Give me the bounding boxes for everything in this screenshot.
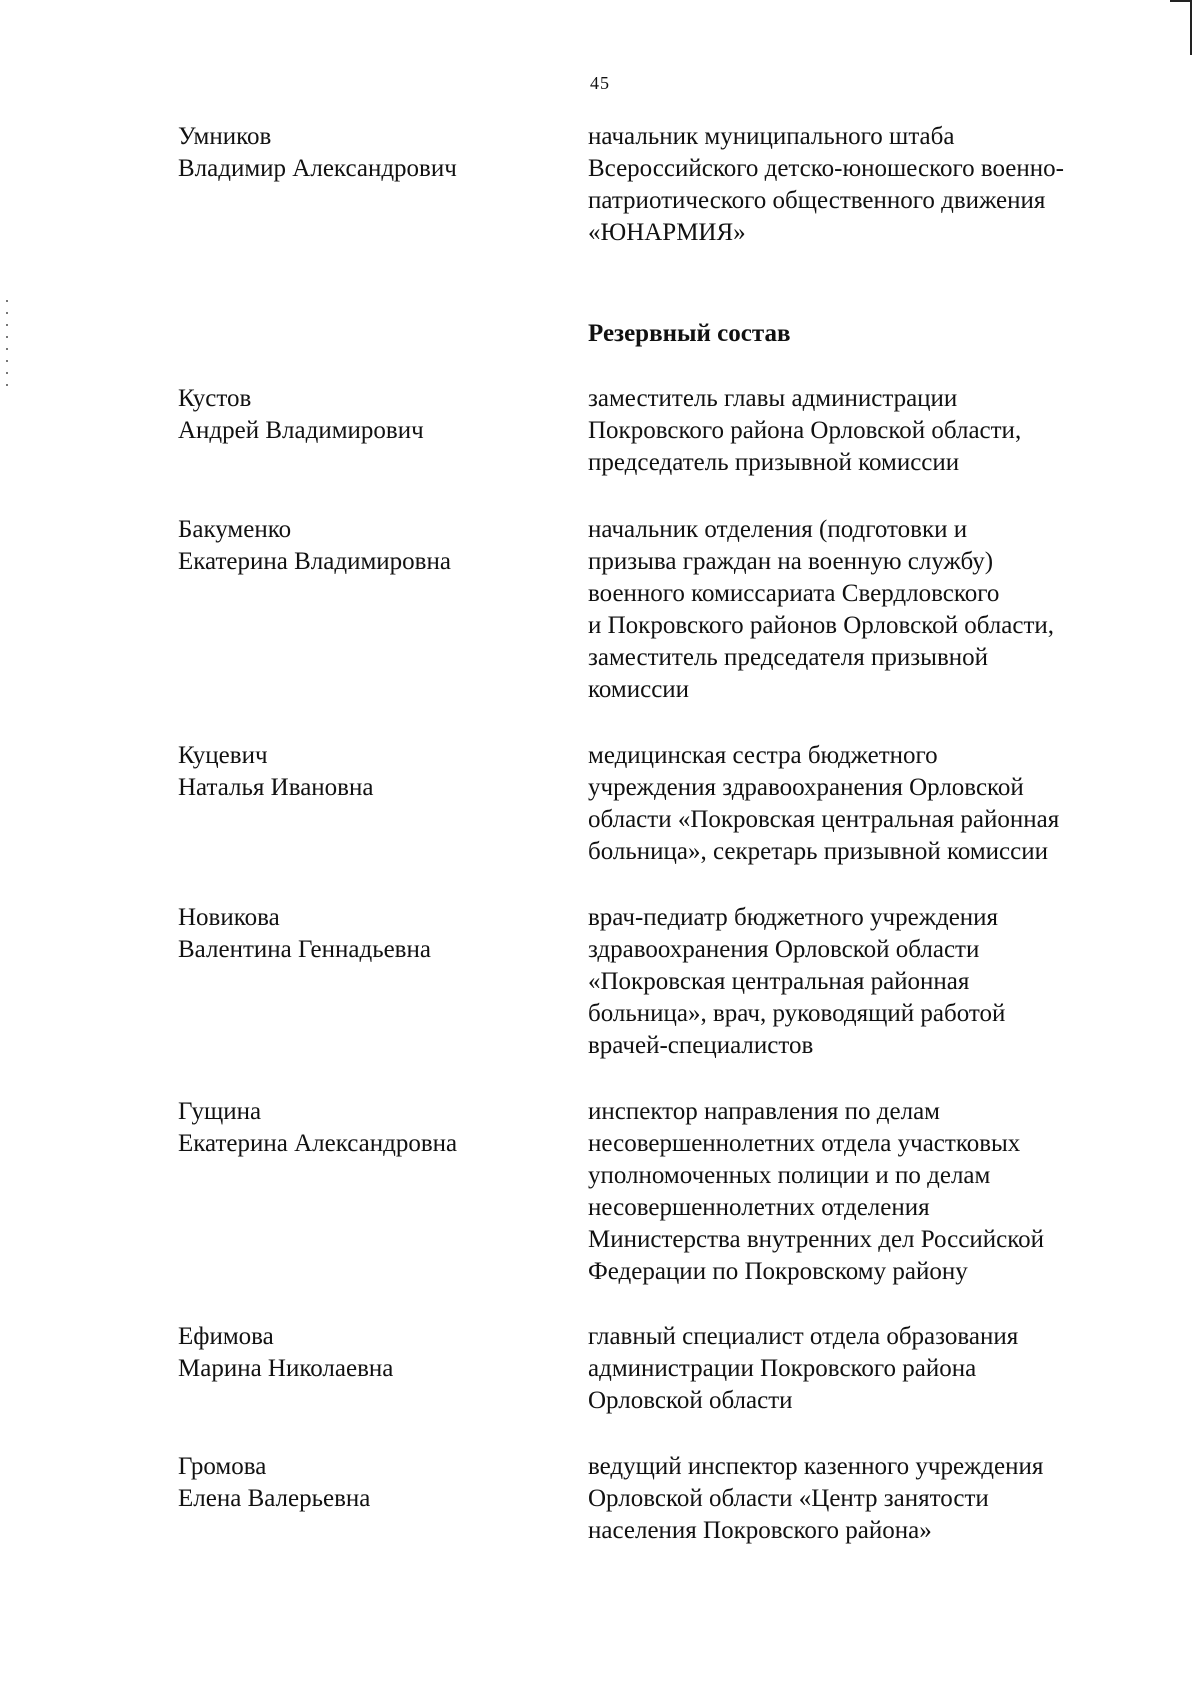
role-line: Министерства внутренних дел Российской	[588, 1226, 1044, 1253]
role-line: главный специалист отдела образования	[588, 1323, 1019, 1350]
role-line: военного комиссариата Свердловского	[588, 580, 1000, 607]
member-role	[588, 902, 1148, 1062]
member-name	[178, 1096, 538, 1160]
role-line: председатель призывной комиссии	[588, 449, 960, 476]
role-line: несовершеннолетних отдела участковых	[588, 1130, 1021, 1157]
member-surname: Ефимова	[178, 1323, 274, 1350]
member-given-names: Андрей Владимирович	[178, 417, 424, 444]
member-surname: Бакуменко	[178, 516, 292, 543]
section-heading-reserve: Резервный состав	[588, 320, 791, 347]
role-line: и Покровского районов Орловской области,	[588, 612, 1055, 639]
page-number: 45	[590, 73, 610, 93]
member-role	[588, 121, 1148, 249]
role-line: здравоохранения Орловской области	[588, 936, 980, 963]
member-surname: Умников	[178, 123, 272, 150]
role-line: комиссии	[588, 676, 690, 703]
member-surname: Новикова	[178, 904, 280, 931]
member-given-names: Елена Валерьевна	[178, 1485, 371, 1512]
role-line: начальник отделения (подготовки и	[588, 516, 968, 543]
role-line: медицинская сестра бюджетного	[588, 742, 938, 769]
role-line: заместитель председателя призывной	[588, 644, 988, 671]
role-line: патриотического общественного движения	[588, 187, 1046, 214]
member-role	[588, 383, 1148, 479]
role-line: начальник муниципального штаба	[588, 123, 955, 150]
member-given-names: Екатерина Владимировна	[178, 548, 451, 575]
role-line: области «Покровская центральная районная	[588, 806, 1060, 833]
member-given-names: Марина Николаевна	[178, 1355, 394, 1382]
member-surname: Куцевич	[178, 742, 268, 769]
member-given-names: Наталья Ивановна	[178, 774, 374, 801]
role-line: администрации Покровского района	[588, 1355, 977, 1382]
member-name	[178, 740, 538, 804]
member-role	[588, 1451, 1148, 1547]
member-name	[178, 383, 538, 447]
member-role	[588, 514, 1148, 706]
role-line: «ЮНАРМИЯ»	[588, 219, 746, 246]
role-line: заместитель главы администрации	[588, 385, 958, 412]
member-name	[178, 121, 538, 185]
member-surname: Гущина	[178, 1098, 262, 1125]
role-line: несовершеннолетних отделения	[588, 1194, 930, 1221]
role-line: врач-педиатр бюджетного учреждения	[588, 904, 999, 931]
role-line: врачей-специалистов	[588, 1032, 814, 1059]
scan-edge-dots	[6, 300, 8, 390]
member-surname: Кустов	[178, 385, 252, 412]
member-role	[588, 1096, 1148, 1288]
role-line: Орловской области	[588, 1387, 793, 1414]
scan-corner-mark	[1190, 0, 1192, 55]
member-name	[178, 514, 538, 578]
role-line: учреждения здравоохранения Орловской	[588, 774, 1024, 801]
role-line: «Покровская центральная районная	[588, 968, 970, 995]
member-name	[178, 1321, 538, 1385]
member-name	[178, 1451, 538, 1515]
role-line: ведущий инспектор казенного учреждения	[588, 1453, 1044, 1480]
role-line: Всероссийского детско-юношеского военно-	[588, 155, 1064, 182]
member-given-names: Валентина Геннадьевна	[178, 936, 431, 963]
role-line: населения Покровского района»	[588, 1517, 932, 1544]
role-line: уполномоченных полиции и по делам	[588, 1162, 991, 1189]
member-role	[588, 1321, 1148, 1417]
member-name	[178, 902, 538, 966]
scan-corner-tick	[1170, 0, 1192, 2]
member-given-names: Екатерина Александровна	[178, 1130, 458, 1157]
role-line: Покровского района Орловской области,	[588, 417, 1022, 444]
role-line: больница», секретарь призывной комиссии	[588, 838, 1049, 865]
role-line: призыва граждан на военную службу)	[588, 548, 994, 575]
member-given-names: Владимир Александрович	[178, 155, 457, 182]
role-line: больница», врач, руководящий работой	[588, 1000, 1006, 1027]
member-role	[588, 740, 1148, 868]
member-surname: Громова	[178, 1453, 267, 1480]
role-line: Орловской области «Центр занятости	[588, 1485, 989, 1512]
role-line: Федерации по Покровскому району	[588, 1258, 968, 1285]
role-line: инспектор направления по делам	[588, 1098, 941, 1125]
